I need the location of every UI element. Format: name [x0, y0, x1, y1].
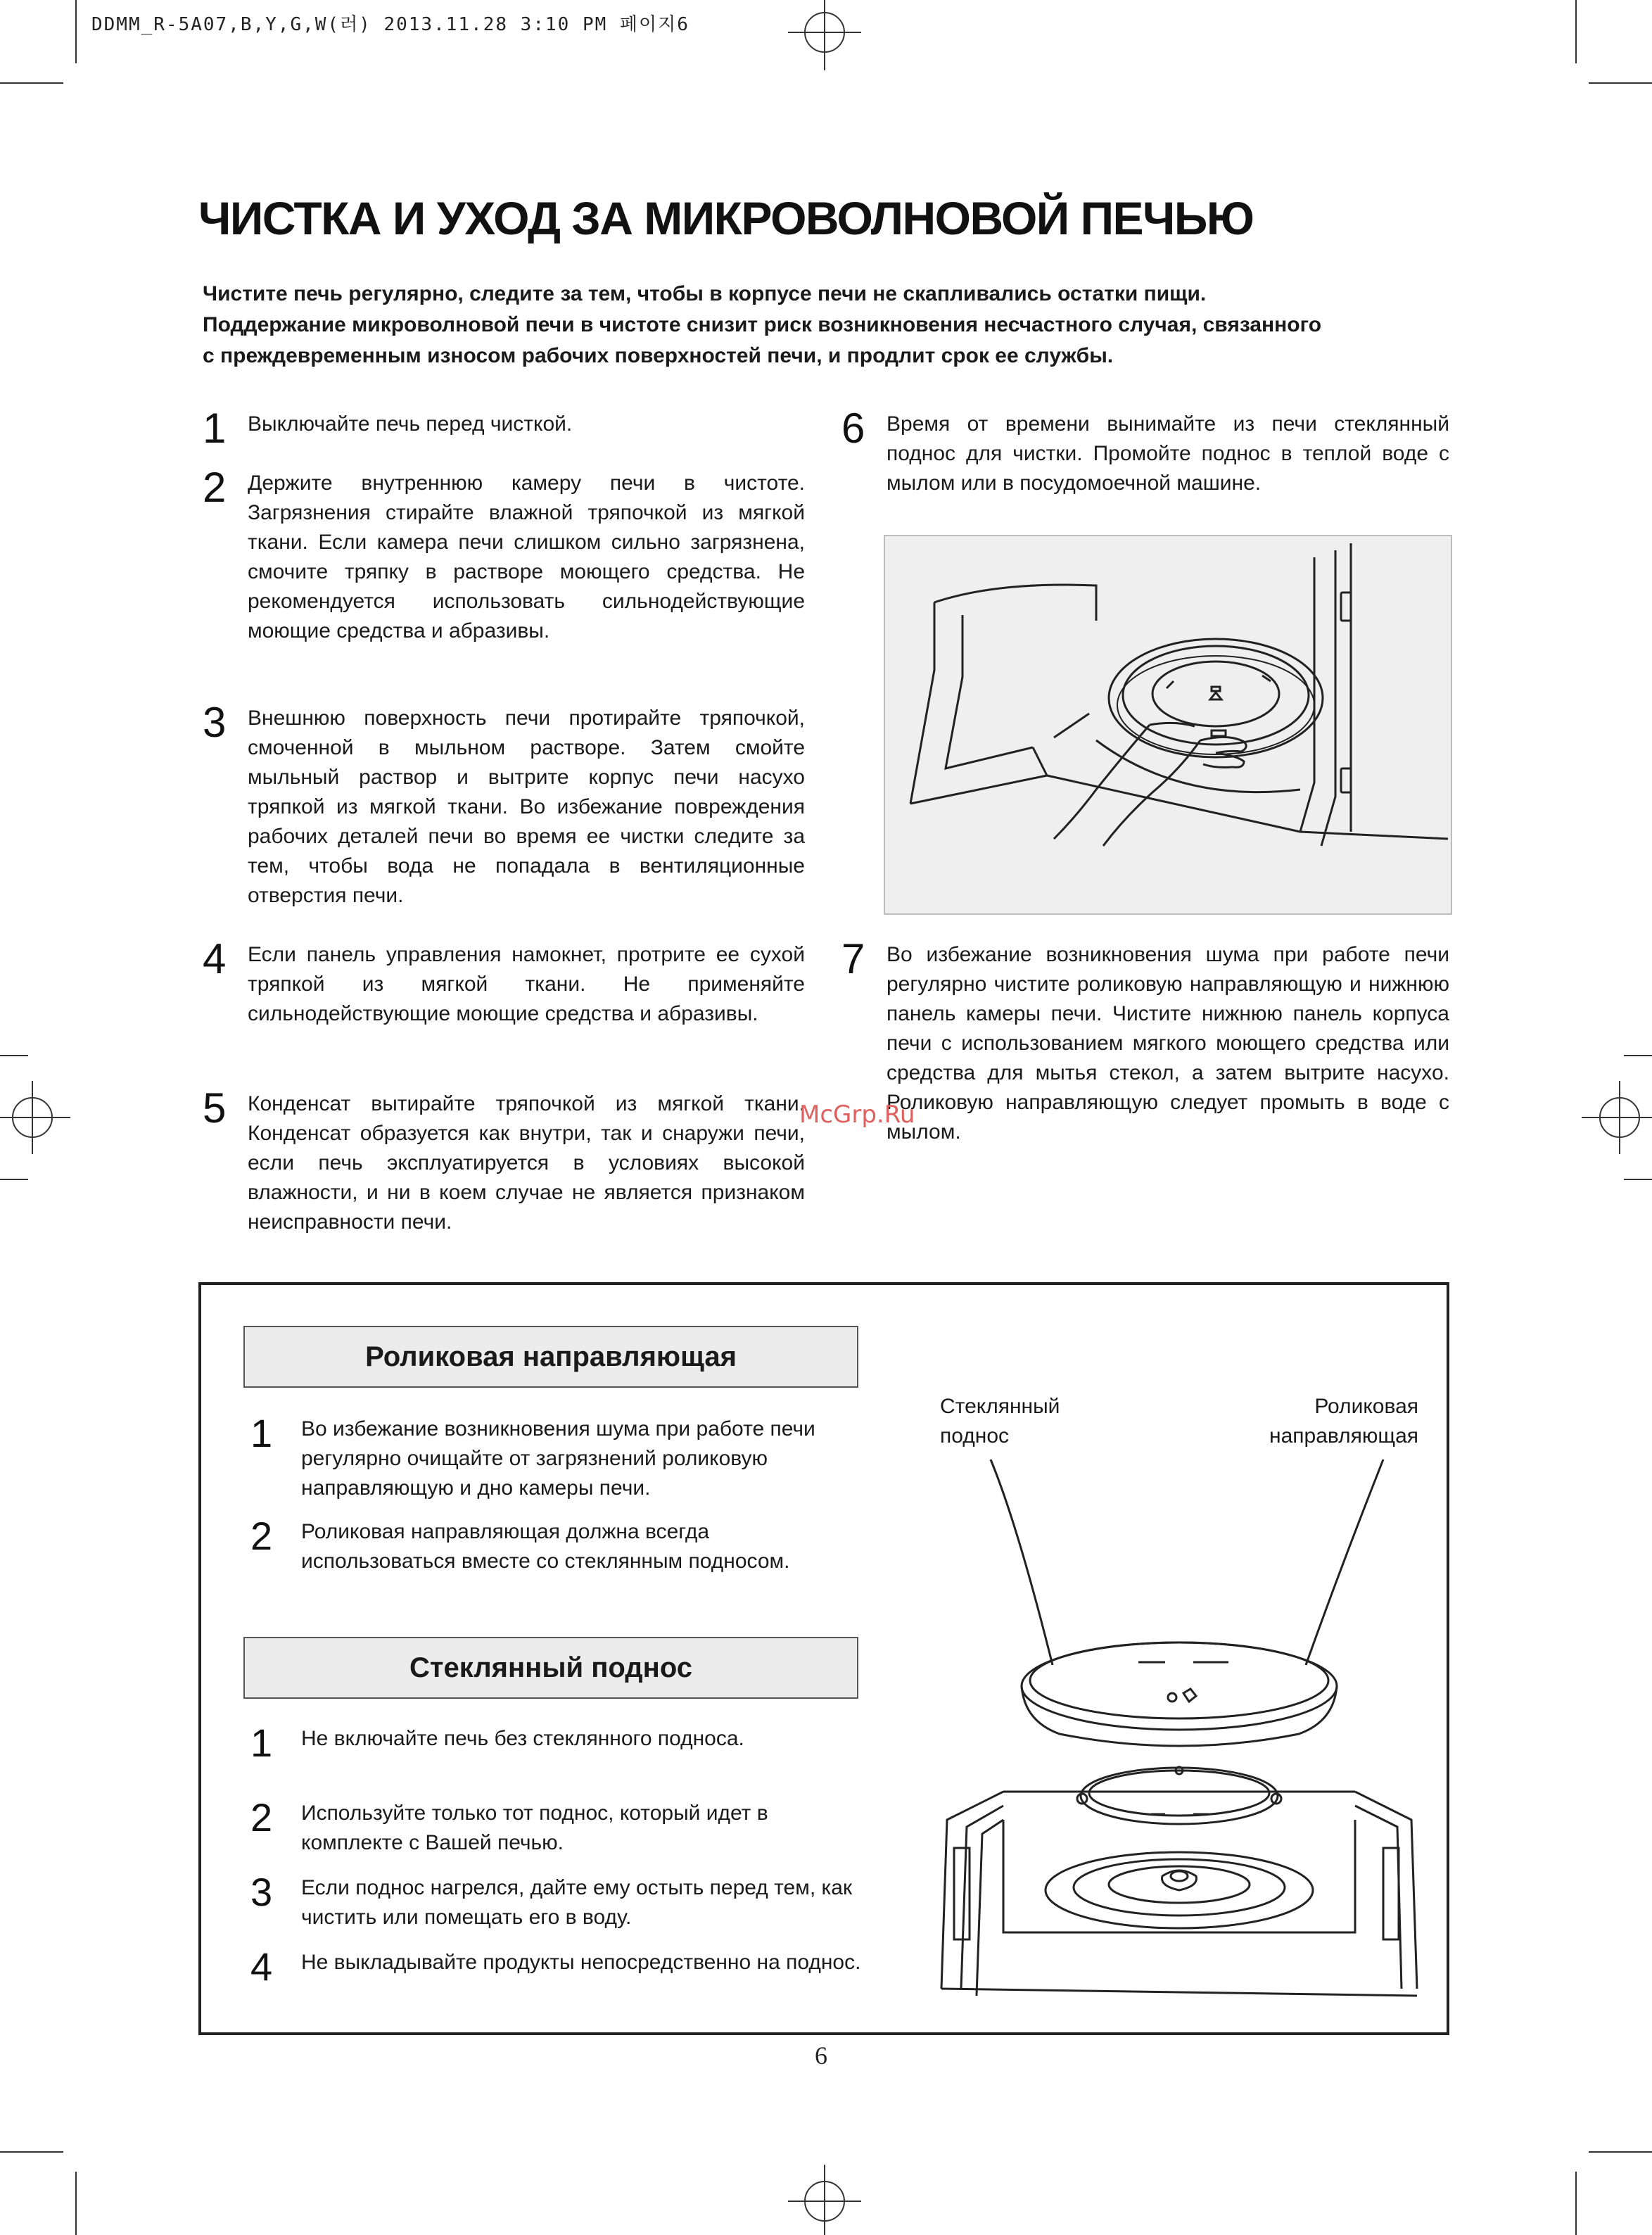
page-title: ЧИСТКА И УХОД ЗА МИКРОВОЛНОВОЙ ПЕЧЬЮ	[198, 192, 1254, 244]
step-number: 1	[203, 405, 227, 452]
step-number: 4	[250, 1944, 273, 1989]
step-text: Используйте только тот поднос, который идет в комплекте с Вашей печью.	[301, 1802, 768, 1854]
roller-guide-heading: Роликовая направляющая	[243, 1326, 858, 1388]
roller-guide-label: Роликовая направляющая	[1269, 1395, 1418, 1448]
illustration-tray-removal	[884, 535, 1452, 915]
step-number: 4	[203, 935, 227, 982]
step-number: 3	[203, 699, 227, 746]
step-2	[203, 464, 805, 680]
step-number: 2	[250, 1514, 273, 1558]
step-number: 3	[250, 1870, 273, 1914]
intro-paragraph	[203, 279, 1455, 372]
step-6	[841, 405, 1451, 508]
step-7	[841, 935, 1451, 1151]
step-text: Внешнюю поверхность печи протирайте тряпочкой, смоченной в мыльном растворе. Затем смойте мыльный раствор и вытрите корпус печи насухо тряпкой из мягкой ткани. Во избежание повреждения рабочих деталей печи во время ее чистки следите за тем, чтобы вода не попадала в вентиляционные отверстия печи.	[248, 707, 805, 907]
step-1	[203, 405, 805, 452]
step-text: Если поднос нагрелся, дайте ему остыть перед тем, как чистить или помещать его в воду.	[301, 1876, 853, 1929]
glass-tray-heading: Стеклянный поднос	[243, 1637, 858, 1699]
step-text: Конденсат вытирайте тряпочкой из мягкой ткани. Конденсат образуется как внутри, так и снаружи печи, если печь эксплуатируется в условиях высокой влажности, и ни в коем случае не является признаком неисправности печи.	[248, 1092, 805, 1234]
step-number: 2	[203, 464, 227, 511]
step-text: Во избежание возникновения шума при работе печи регулярно чистите роликовую направляющую и нижнюю панель камеры печи. Чистите нижнюю панель корпуса печи с использованием мягкого моющего средства или средства для мытья стекол, а затем вытрите насухо. Роликовую направляющую следует промыть в воде с мылом.	[887, 943, 1449, 1144]
step-number: 7	[841, 935, 865, 982]
roller-and-tray-box	[198, 1282, 1449, 2035]
glass-tray-label: Стеклянный поднос	[940, 1395, 1060, 1448]
step-number: 2	[250, 1795, 273, 1840]
step-number: 1	[250, 1411, 273, 1455]
print-header: DDMM_R-5A07,B,Y,G,W(러) 2013.11.28 3:10 PM 페이지6	[91, 14, 690, 35]
watermark: McGrp.Ru	[799, 1101, 915, 1129]
step-text: Не выкладывайте продукты непосредственно на поднос.	[301, 1951, 861, 1974]
step-text: Роликовая направляющая должна всегда использоваться вместе со стеклянным подносом.	[301, 1520, 790, 1573]
step-3	[203, 699, 805, 915]
tray-step-2	[250, 1795, 870, 1862]
roller-step-2	[250, 1514, 870, 1581]
page-number: 6	[815, 2041, 827, 2070]
step-5	[203, 1084, 805, 1244]
tray-step-1	[250, 1721, 870, 1765]
step-text: Держите внутреннюю камеру печи в чистоте. Загрязнения стирайте влажной тряпочкой из мягкой ткани. Если камера печи слишком сильно загрязнена, смочите тряпку в растворе моющего средства. Не рекомендуется использовать сильнодействующие моющие средства и абразивы.	[248, 471, 805, 642]
intro-line: Чистите печь регулярно, следите за тем, чтобы в корпусе печи не скапливались остатки пищи.	[203, 282, 1207, 305]
step-number: 1	[250, 1721, 273, 1765]
tray-step-3	[250, 1870, 870, 1937]
intro-line: Поддержание микроволновой печи в чистоте снизит риск возникновения несчастного случая, связанного	[203, 313, 1322, 336]
step-4	[203, 935, 805, 1067]
turntable-assembly-drawing	[933, 1454, 1425, 2017]
tray-step-4	[250, 1944, 870, 2011]
roller-step-1	[250, 1411, 870, 1506]
step-text: Не включайте печь без стеклянного подноса.	[301, 1727, 744, 1750]
step-text: Выключайте печь перед чисткой.	[248, 412, 573, 436]
step-number: 5	[203, 1084, 227, 1132]
step-text: Если панель управления намокнет, протрите ее сухой тряпкой из мягкой ткани. Не применяйте сильнодействующие моющие средства и абразивы.	[248, 943, 805, 1025]
intro-line: с преждевременным износом рабочих поверхностей печи, и продлит срок ее службы.	[203, 344, 1114, 367]
step-text: Время от времени вынимайте из печи стеклянный поднос для чистки. Промойте поднос в теплой воде с мылом или в посудомоечной машине.	[887, 412, 1449, 495]
tray-removal-drawing	[885, 536, 1451, 913]
step-text: Во избежание возникновения шума при работе печи регулярно очищайте от загрязнений роликовую направляющую и дно камеры печи.	[301, 1417, 815, 1500]
step-number: 6	[841, 405, 865, 452]
